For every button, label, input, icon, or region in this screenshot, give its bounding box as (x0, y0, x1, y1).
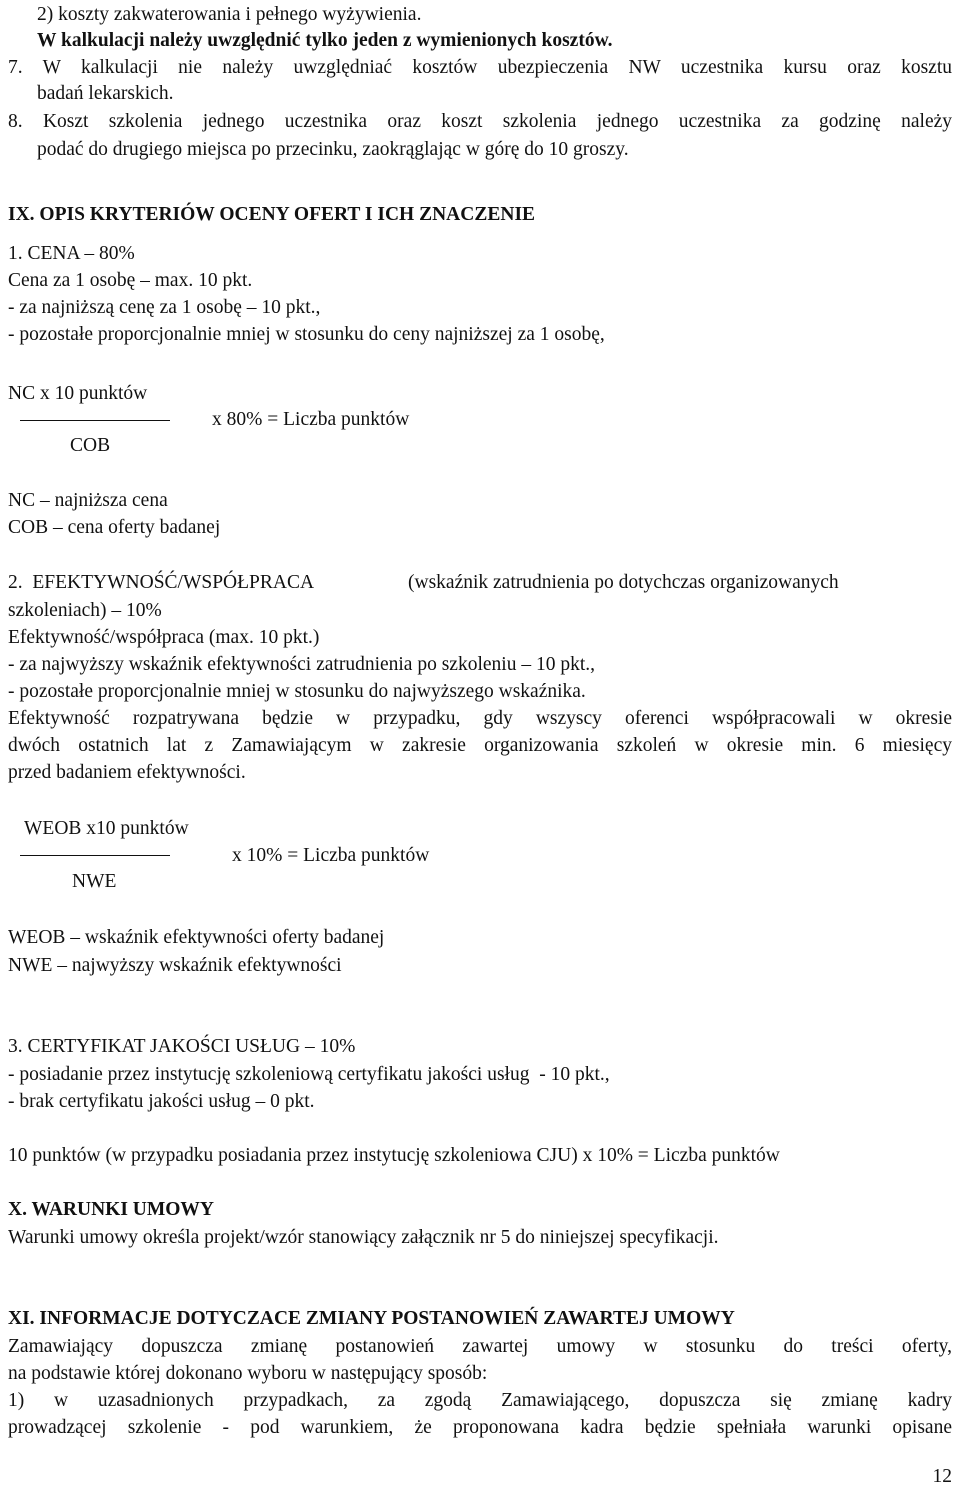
efficiency-para-line2: dwóch ostatnich lat z Zamawiającym w zakresie organizowania szkoleń w okresie min. 6 miesięcy (8, 735, 952, 756)
amendment-item1-line2: prowadzącej szkolenie - pod warunkiem, że proponowana kadra będzie spełniała warunki opisane (8, 1417, 952, 1438)
criterion-efficiency-heading-a: 2. EFEKTYWNOŚĆ/WSPÓŁPRACA (8, 572, 315, 593)
criterion-efficiency-heading-b: (wskaźnik zatrudnienia po dotychczas organizowanych (408, 572, 839, 593)
formula1-numerator: NC x 10 punktów (8, 383, 148, 404)
formula1-legend-cob: COB – cena oferty badanej (8, 517, 221, 538)
criterion-efficiency-highest: - za najwyższy wskaźnik efektywności zatrudnienia po szkoleniu – 10 pkt., (8, 654, 595, 675)
criterion-certificate-heading: 3. CERTYFIKAT JAKOŚCI USŁUG – 10% (8, 1036, 356, 1057)
formula1-result: x 80% = Liczba punktów (212, 409, 410, 430)
section-x-heading: X. WARUNKI UMOWY (8, 1199, 215, 1220)
page-number: 12 (932, 1466, 952, 1487)
formula1-legend-nc: NC – najniższa cena (8, 490, 168, 511)
criterion-efficiency-max: Efektywność/współpraca (max. 10 pkt.) (8, 627, 320, 648)
section-xi-heading: XI. INFORMACJE DOTYCZACE ZMIANY POSTANOWIEŃ ZAWARTEJ UMOWY (8, 1308, 735, 1329)
criterion-efficiency-weight: szkoleniach) – 10% (8, 600, 162, 621)
criterion-certificate-no: - brak certyfikatu jakości usług – 0 pkt. (8, 1091, 315, 1112)
formula2-numerator: WEOB x10 punktów (24, 818, 189, 839)
contract-terms-text: Warunki umowy określa projekt/wzór stanowiący załącznik nr 5 do niniejszej specyfikacji. (8, 1227, 719, 1248)
criterion-price-max: Cena za 1 osobę – max. 10 pkt. (8, 270, 253, 291)
criterion-price-lowest: - za najniższą cenę za 1 osobę – 10 pkt., (8, 297, 321, 318)
criterion-price-others: - pozostałe proporcjonalnie mniej w stosunku do ceny najniższej za 1 osobę, (8, 324, 605, 345)
rule-8-line2: podać do drugiego miejsca po przecinku, zaokrąglając w górę do 10 groszy. (37, 139, 629, 160)
formula2-denominator: NWE (72, 871, 117, 892)
amendment-item1-line1: 1) w uzasadnionych przypadkach, za zgodą Zamawiającego, dopuszcza się zmianę kadry (8, 1390, 952, 1411)
amendment-para-line1: Zamawiający dopuszcza zmianę postanowień zawartej umowy w stosunku do treści oferty, (8, 1336, 952, 1357)
formula2-legend-weob: WEOB – wskaźnik efektywności oferty badanej (8, 927, 385, 948)
rule-7-line2: badań lekarskich. (37, 83, 174, 104)
formula2-result: x 10% = Liczba punktów (232, 845, 430, 866)
amendment-para-line2: na podstawie której dokonano wyboru w następujący sposób: (8, 1363, 488, 1384)
cost-note: W kalkulacji należy uwzględnić tylko jeden z wymienionych kosztów. (37, 30, 613, 51)
formula1-denominator: COB (70, 435, 111, 456)
rule-8-line1: 8. Koszt szkolenia jednego uczestnika oraz koszt szkolenia jednego uczestnika za godzinę należy (8, 111, 952, 132)
criterion-price-heading: 1. CENA – 80% (8, 243, 135, 264)
cost-item-2: 2) koszty zakwaterowania i pełnego wyżywienia. (37, 4, 422, 25)
criterion-efficiency-others: - pozostałe proporcjonalnie mniej w stosunku do najwyższego wskaźnika. (8, 681, 586, 702)
criterion-certificate-formula: 10 punktów (w przypadku posiadania przez instytucję szkoleniowa CJU) x 10% = Liczba punktów (8, 1145, 780, 1166)
rule-7-line1: 7. W kalkulacji nie należy uwzględniać kosztów ubezpieczenia NW uczestnika kursu oraz kosztu (8, 57, 952, 78)
section-ix-heading: IX. OPIS KRYTERIÓW OCENY OFERT I ICH ZNACZENIE (8, 204, 536, 225)
formula2-fraction-bar (20, 855, 170, 856)
formula1-fraction-bar (20, 420, 170, 421)
efficiency-para-line3: przed badaniem efektywności. (8, 762, 246, 783)
efficiency-para-line1: Efektywność rozpatrywana będzie w przypadku, gdy wszyscy oferenci współpracowali w okresie (8, 708, 952, 729)
formula2-legend-nwe: NWE – najwyższy wskaźnik efektywności (8, 955, 342, 976)
criterion-certificate-yes: - posiadanie przez instytucję szkoleniową certyfikatu jakości usług - 10 pkt., (8, 1064, 610, 1085)
